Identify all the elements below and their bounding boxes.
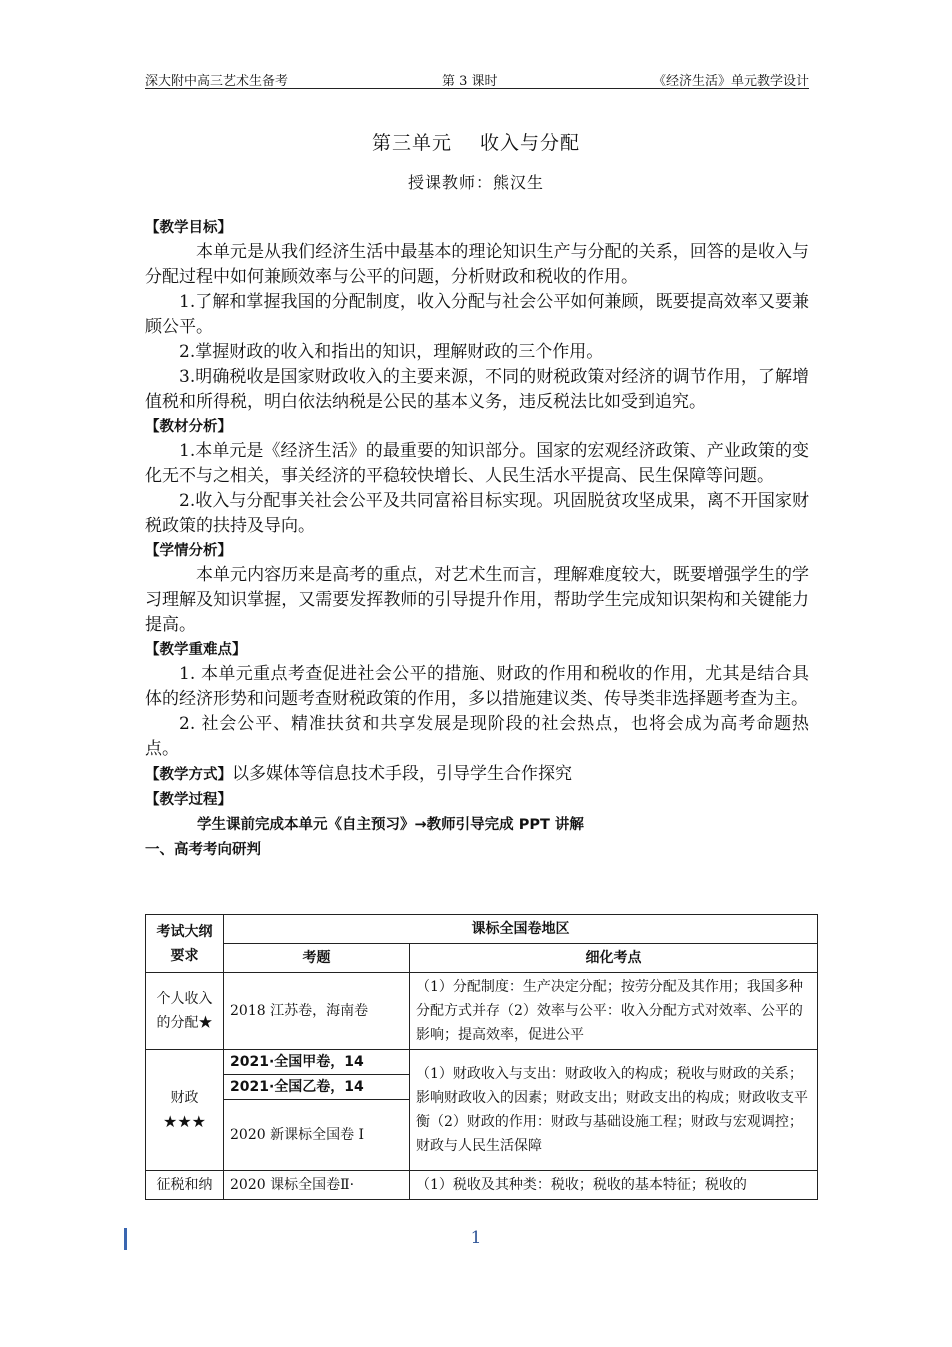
cell-requirement: 个人收入的分配★ xyxy=(146,973,224,1050)
header-lesson: 第 3 课时 xyxy=(442,74,498,89)
page-title xyxy=(0,128,952,155)
focus-paragraph: 2. 社会公平、精准扶贫和共享发展是现阶段的社会热点，也将会成为高考命题热点。 xyxy=(145,714,809,759)
document-body xyxy=(145,216,809,862)
cell-exam: 2021·全国乙卷，14 xyxy=(224,1075,410,1100)
section-heading-method: 【教学方式】 xyxy=(145,767,232,783)
focus-paragraph: 1. 本单元重点考查促进社会公平的措施、财政的作用和税收的作用，尤其是结合具体的经济形势和问题考查财税政策的作用，多以措施建议类、传导类非选择题考查为主。 xyxy=(145,664,809,709)
header-course: 《经济生活》单元教学设计 xyxy=(652,74,809,89)
cell-requirement xyxy=(146,1050,224,1171)
goals-paragraph: 2.掌握财政的收入和指出的知识，理解财政的三个作用。 xyxy=(179,342,604,362)
col-header-exam: 考题 xyxy=(224,944,410,973)
goals-paragraph: 1.了解和掌握我国的分配制度，收入分配与社会公平如何兼顾，既要提高效率又要兼顾公平。 xyxy=(145,292,809,337)
cell-exam: 2020 新课标全国卷 I xyxy=(224,1100,410,1171)
table-header-row xyxy=(146,915,818,944)
cell-exam: 2018 江苏卷，海南卷 xyxy=(224,973,410,1050)
material-paragraph: 2.收入与分配事关社会公平及共同富裕目标实现。巩固脱贫攻坚成果，离不开国家财税政策的扶持及导向。 xyxy=(145,491,809,536)
cell-requirement: 征税和纳 xyxy=(146,1171,224,1200)
cell-points: （1）财政收入与支出：财政收入的构成；税收与财政的关系；影响财政收入的因素；财政支出；财政支出的构成；财政收支平衡（2）财政的作用：财政与基础设施工程；财政与宏观调控；财政与人民生活保障 xyxy=(410,1050,818,1171)
section-heading-goals: 【教学目标】 xyxy=(145,220,232,236)
material-paragraph: 1.本单元是《经济生活》的最重要的知识部分。国家的宏观经济政策、产业政策的变化无不与之相关，事关经济的平稳较快增长、人民生活水平提高、民生保障等问题。 xyxy=(145,441,809,486)
section-heading-students: 【学情分析】 xyxy=(145,543,232,559)
method-line xyxy=(145,762,809,788)
goals-paragraph: 本单元是从我们经济生活中最基本的理论知识生产与分配的关系，回答的是收入与分配过程中如何兼顾效率与公平的问题，分析财政和税收的作用。 xyxy=(145,242,809,287)
col-header-points: 细化考点 xyxy=(410,944,818,973)
exam-analysis-table xyxy=(145,914,818,1200)
students-paragraph: 本单元内容历来是高考的重点，对艺术生而言，理解难度较大，既要增强学生的学习理解及知识掌握，又需要发挥教师的引导提升作用，帮助学生完成知识架构和关键能力提高。 xyxy=(145,565,809,635)
requirement-name: 财政 xyxy=(170,1090,199,1106)
section-heading-process: 【教学过程】 xyxy=(145,792,232,808)
page-number: 1 xyxy=(470,1228,482,1248)
star-rating: ★★★ xyxy=(162,1112,207,1131)
table-row xyxy=(146,973,818,1050)
page-header xyxy=(145,68,809,89)
title-unit: 第三单元 xyxy=(371,132,452,154)
cell-exam: 2020 课标全国卷Ⅱ· xyxy=(224,1171,410,1200)
table-row xyxy=(146,1171,818,1200)
section-heading-focus: 【教学重难点】 xyxy=(145,642,247,658)
cell-points: （1）税收及其种类：税收；税收的基本特征；税收的 xyxy=(410,1171,818,1200)
goals-paragraph: 3.明确税收是国家财政收入的主要来源，不同的财税政策对经济的调节作用，了解增值税和所得税，明白依法纳税是公民的基本义务，违反税法比如受到追究。 xyxy=(145,367,809,412)
col-header-region: 课标全国卷地区 xyxy=(224,915,818,944)
col-header-requirement: 考试大纲要求 xyxy=(146,915,224,973)
section-heading-material: 【教材分析】 xyxy=(145,419,232,435)
table-subheader-row xyxy=(146,944,818,973)
title-name: 收入与分配 xyxy=(480,132,581,154)
exam-analysis-heading: 一、高考考向研判 xyxy=(145,842,261,858)
header-school: 深大附中高三艺术生备考 xyxy=(145,74,289,89)
table-row xyxy=(146,1050,818,1075)
process-line: 学生课前完成本单元《自主预习》→教师引导完成 PPT 讲解 xyxy=(197,817,584,833)
cell-exam: 2021·全国甲卷，14 xyxy=(224,1050,410,1075)
method-text: 以多媒体等信息技术手段，引导学生合作探究 xyxy=(232,764,572,784)
teacher-line: 授课教师：熊汉生 xyxy=(407,173,544,192)
cell-points: （1）分配制度：生产决定分配；按劳分配及其作用；我国多种分配方式并存（2）效率与公平：收入分配方式对效率、公平的影响；提高效率，促进公平 xyxy=(410,973,818,1050)
